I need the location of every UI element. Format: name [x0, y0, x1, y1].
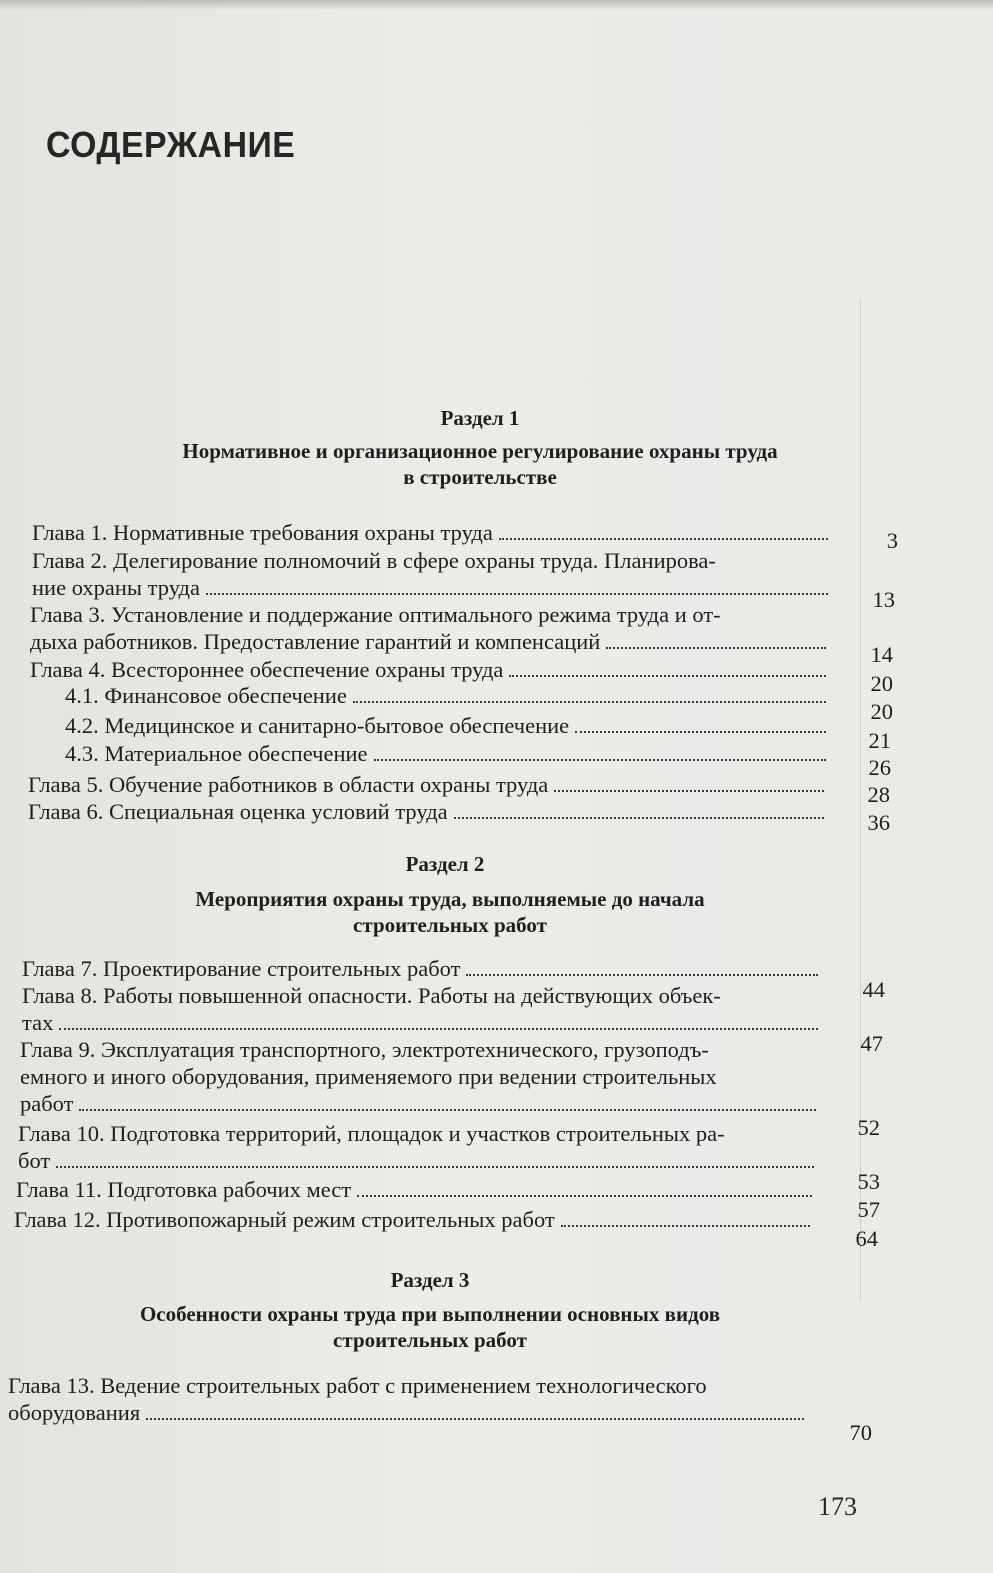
toc-entry-chapter-2[interactable]: [32, 547, 832, 601]
toc-page-number: 44: [862, 977, 885, 1002]
toc-entry-text: дыха работников. Предоставление гарантий и компенсаций: [30, 629, 601, 654]
leader-dots: [353, 700, 826, 703]
toc-entry-chapter-5[interactable]: [28, 771, 828, 798]
leader-dots: [561, 1224, 810, 1227]
contents-heading: СОДЕРЖАНИЕ: [46, 124, 296, 165]
toc-entry-text: Глава 2. Делегирование полномочий в сфере охраны труда. Планирова-: [32, 548, 716, 573]
toc-entry-chapter-4[interactable]: [30, 656, 830, 683]
leader-dots: [146, 1417, 804, 1420]
toc-entry-text: емного и иного оборудования, применяемого при ведении строительных: [20, 1064, 717, 1089]
toc-page-number: 36: [867, 810, 890, 835]
toc-page-number: 20: [870, 699, 893, 724]
toc-entry-text: Глава 3. Установление и поддержание оптимального режима труда и от-: [30, 602, 721, 627]
toc-entry-chapter-11[interactable]: [16, 1176, 816, 1203]
toc-entry-text: Глава 8. Работы повышенной опасности. Работы на действующих объек-: [22, 983, 721, 1008]
toc-page-number: 26: [868, 755, 891, 780]
page-number: 173: [818, 1492, 857, 1521]
section-1-title-line-1: Нормативное и организационное регулирование охраны труда: [182, 439, 778, 463]
toc-page-number: 64: [855, 1226, 878, 1251]
leader-dots: [554, 789, 824, 792]
leader-dots: [509, 674, 826, 677]
section-1-title: [70, 438, 890, 490]
section-3-number: Раздел 3: [390, 1268, 470, 1292]
leader-dots: [59, 1027, 818, 1030]
toc-entry-text: тах: [22, 1010, 54, 1035]
toc-entry-text: Глава 11. Подготовка рабочих мест: [16, 1177, 352, 1202]
toc-entry-text: Глава 1. Нормативные требования охраны труда: [32, 520, 493, 545]
toc-entry-text: Глава 5. Обучение работников в области охраны труда: [28, 772, 549, 797]
section-1-title-line-2: в строительстве: [403, 465, 557, 489]
section-3-title-line-1: Особенности охраны труда при выполнении основных видов: [139, 1302, 721, 1326]
toc-entry-text: 4.2. Медицинское и санитарно-бытовое обеспечение: [65, 713, 570, 738]
section-2-title: [40, 886, 860, 938]
toc-entry-chapter-3[interactable]: [30, 601, 830, 655]
toc-entry-text: Глава 4. Всестороннее обеспечение охраны труда: [30, 657, 504, 682]
toc-entry-4-3[interactable]: [65, 740, 830, 767]
section-2-title-line-2: строительных работ: [353, 913, 547, 937]
section-3-title: [20, 1301, 840, 1353]
leader-dots: [606, 646, 826, 649]
toc-entry-text: 4.3. Материальное обеспечение: [65, 741, 368, 766]
leader-dots: [56, 1165, 814, 1168]
toc-entry-chapter-7[interactable]: [22, 955, 822, 982]
toc-entry-text: Глава 10. Подготовка территорий, площадок и участков строительных ра-: [18, 1121, 725, 1146]
toc-page-number: 20: [870, 671, 893, 696]
toc-page-number: 13: [872, 587, 895, 612]
leader-dots: [206, 592, 828, 595]
section-2-title-line-1: Мероприятия охраны труда, выполняемые до начала: [195, 887, 705, 911]
toc-entry-text: ние охраны труда: [32, 575, 200, 600]
toc-page-number: 14: [870, 642, 893, 667]
toc-entry-chapter-8[interactable]: [22, 982, 822, 1036]
toc-entry-text: работ: [20, 1091, 74, 1116]
leader-dots: [374, 758, 826, 761]
toc-page-number: 53: [857, 1169, 880, 1194]
toc-entry-chapter-9[interactable]: [20, 1036, 820, 1117]
toc-entry-text: бот: [18, 1148, 51, 1173]
toc-page-number: 21: [868, 728, 891, 753]
toc-entry-chapter-1[interactable]: [32, 519, 832, 546]
leader-dots: [499, 537, 828, 540]
leader-dots: [79, 1108, 816, 1111]
leader-dots: [357, 1194, 812, 1197]
toc-entry-text: Глава 7. Проектирование строительных работ: [22, 956, 461, 981]
toc-entry-4-1[interactable]: [65, 682, 830, 709]
toc-entry-text: Глава 12. Противопожарный режим строительных работ: [14, 1207, 555, 1232]
toc-entry-text: Глава 13. Ведение строительных работ с применением технологического: [8, 1373, 707, 1398]
toc-entry-chapter-13[interactable]: [8, 1372, 808, 1426]
section-3-title-line-2: строительных работ: [333, 1328, 527, 1352]
leader-dots: [454, 816, 824, 819]
toc-entry-text: Глава 9. Эксплуатация транспортного, электротехнического, грузоподъ-: [20, 1037, 709, 1062]
toc-entry-text: Глава 6. Специальная оценка условий труда: [28, 799, 448, 824]
toc-entry-text: 4.1. Финансовое обеспечение: [65, 683, 347, 708]
toc-page-number: 28: [867, 782, 890, 807]
toc-page-number: 3: [886, 528, 898, 553]
section-2-number: Раздел 2: [405, 852, 485, 876]
toc-page-number: 47: [860, 1031, 883, 1056]
leader-dots: [575, 730, 826, 733]
leader-dots: [466, 973, 818, 976]
toc-entry-4-2[interactable]: [65, 712, 830, 739]
toc-page-number: 70: [849, 1420, 872, 1445]
toc-page-number: 52: [857, 1115, 880, 1140]
toc-entry-text: оборудования: [8, 1400, 141, 1425]
toc-entry-chapter-12[interactable]: [14, 1206, 814, 1233]
toc-entry-chapter-6[interactable]: [28, 798, 828, 825]
section-1-number: Раздел 1: [440, 406, 520, 430]
page-top-shadow: [0, 0, 993, 10]
toc-entry-chapter-10[interactable]: [18, 1120, 818, 1174]
toc-page-number: 57: [857, 1197, 880, 1222]
